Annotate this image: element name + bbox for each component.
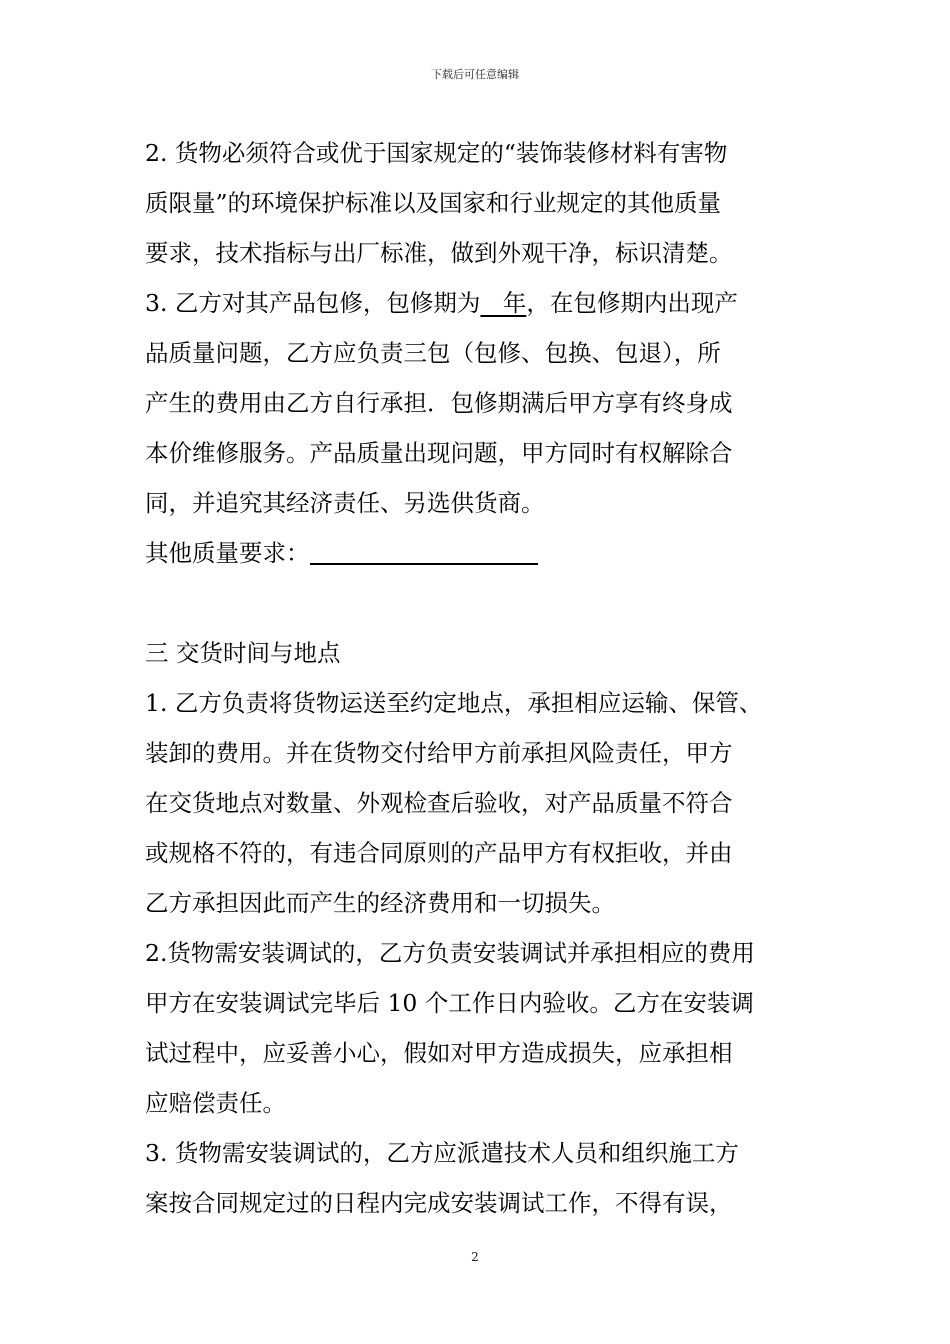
- section-3-title: 三 交货时间与地点: [145, 639, 341, 667]
- quality-clause-2-line-2: 质限量”的环境保护标准以及国家和行业规定的其他质量: [145, 189, 722, 217]
- warranty-clause-3-text-start: 3. 乙方对其产品包修，包修期为: [145, 289, 481, 317]
- other-quality-label: 其他质量要求：: [145, 539, 310, 567]
- delivery-clause-1-line-4: 或规格不符的，有违合同原则的产品甲方有权拒收，并由: [145, 839, 733, 867]
- quality-clause-2-line-3: 要求，技术指标与出厂标准，做到外观干净，标识清楚。: [145, 239, 733, 267]
- delivery-clause-1-line-2: 装卸的费用。并在货物交付给甲方前承担风险责任，甲方: [145, 739, 733, 767]
- delivery-clause-1-line-3: 在交货地点对数量、外观检查后验收，对产品质量不符合: [145, 789, 733, 817]
- delivery-clause-1-line-1: 1. 乙方负责将货物运送至约定地点，承担相应运输、保管、: [145, 689, 763, 717]
- warranty-period-blank: 年: [480, 289, 527, 317]
- warranty-clause-3-line-4: 本价维修服务。产品质量出现问题，甲方同时有权解除合: [145, 439, 733, 467]
- installation-clause-2-line-2: 甲方在安装调试完毕后 10 个工作日内验收。乙方在安装调: [145, 989, 754, 1017]
- delivery-clause-1-line-5: 乙方承担因此而产生的经济费用和一切损失。: [145, 889, 615, 917]
- installation-clause-2-line-3: 试过程中，应妥善小心，假如对甲方造成损失，应承担相: [145, 1039, 733, 1067]
- warranty-clause-3-line-5: 同，并追究其经济责任、另选供货商。: [145, 489, 545, 517]
- installation-clause-2-line-4: 应赔偿责任。: [145, 1089, 286, 1117]
- warranty-clause-3-text-end: ，在包修期内出现产: [526, 289, 738, 317]
- installation-clause-3-line-2: 案按合同规定过的日程内完成安装调试工作，不得有误，: [145, 1189, 733, 1217]
- warranty-clause-3-line-3: 产生的费用由乙方自行承担．包修期满后甲方享有终身成: [145, 389, 733, 417]
- other-quality-requirements: [145, 528, 825, 578]
- installation-clause-3-line-1: 3. 货物需安装调试的，乙方应派遣技术人员和组织施工方: [145, 1139, 739, 1167]
- installation-clause-2-line-1: 2.货物需安装调试的，乙方负责安装调试并承担相应的费用: [145, 939, 755, 967]
- page-header-note: 下载后可任意编辑: [431, 68, 519, 81]
- warranty-clause-3-line-1: [145, 278, 825, 328]
- other-quality-fill-line: [310, 533, 538, 565]
- section-spacer: [145, 578, 825, 628]
- page-number: 2: [471, 1250, 479, 1264]
- warranty-clause-3-line-2: 品质量问题，乙方应负责三包（包修、包换、包退），所: [145, 339, 721, 367]
- quality-clause-2-line-1: 2. 货物必须符合或优于国家规定的“装饰装修材料有害物: [145, 139, 728, 167]
- document-body: [145, 128, 825, 1228]
